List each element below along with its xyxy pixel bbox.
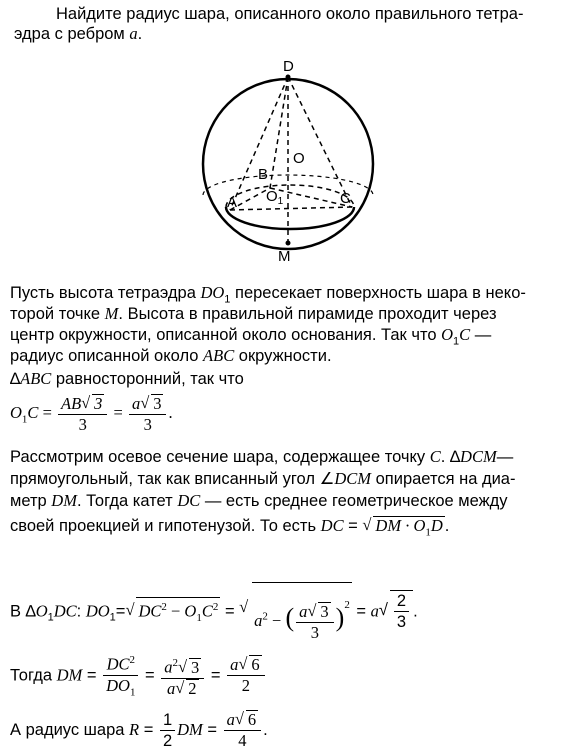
label-M: M <box>278 248 291 265</box>
label-C: C <box>340 190 351 207</box>
para2-line-1: Рассмотрим осевое сечение шара, содержащее точку C. ∆DCM— <box>10 447 514 466</box>
base-circle-front <box>226 207 354 229</box>
equation-o1c: $O_1C$ = $\frac{AB√ 3}{3}$ = $\frac{a√ 3}{3}$ . <box>10 392 173 440</box>
para1-line-5: ∆ABC равносторонний, так что <box>10 369 244 388</box>
para1-line-2: торой точке M. Высота в правильной пирамиде проходит через <box>10 304 497 323</box>
label-O: O <box>293 150 305 167</box>
fraction-a-sqrt3-over-3: $\frac{a√ 3}{3}$ <box>129 394 167 435</box>
edge-DB <box>270 77 288 188</box>
para2-line-2: прямоугольный, так как вписанный угол ∠DCM опирается на диа- <box>10 469 516 488</box>
fraction-one-half: $\frac{1}{2}$ <box>160 710 175 751</box>
equation-radius: А радиус шара R = $\frac{1}{2}$ DM = $\frac{a√ 6}{4}$ . <box>10 708 268 752</box>
para1-line-4: радиус описанной около ABC окружности. <box>10 346 332 365</box>
sqrt-dc2-minus-o1c2: √ $DC^2 - O_1C^2$ <box>125 585 220 637</box>
equation-dm: Тогда DM = $\frac{DC^2}{DO_1}$ = $\frac{a^2√ 3}{a√ 2}$ = $\frac{a√ 6}{2}$ <box>10 650 267 702</box>
para2-line-4: своей проекцией и гипотенузой. То есть DC = √ DM · $O_1D$ . <box>10 516 449 541</box>
para1-line-1: Пусть высота тетраэдра $DO_1$ пересекает поверхность шара в неко- <box>10 283 526 306</box>
sqrt-a2-minus-fraction: √ $a^2$ − ( $\frac{a√ 3}{3}$ )$^2$ <box>239 582 352 643</box>
task-line-2: эдра с ребром a. <box>14 24 143 43</box>
label-O1: $O_1$ <box>266 188 284 207</box>
para1-line-3: центр окружности, описанной около основания. Так что $O_1C$ — <box>10 325 492 348</box>
para2-line-3: метр DM. Тогда катет DC — есть среднее геометрическое между <box>10 491 508 510</box>
label-B: B <box>258 166 269 183</box>
fraction-dc2-over-do1: $\frac{DC^2}{DO_1}$ <box>103 650 138 702</box>
edge-AC <box>230 207 352 210</box>
point-M <box>286 241 291 246</box>
label-D: D <box>283 58 294 75</box>
fraction-asqrt6-over-2: $\frac{a√ 6}{2}$ <box>227 655 265 696</box>
fraction-a2sqrt3-over-asqrt2: $\frac{a^2√ 3}{a√ 2}$ <box>161 653 204 699</box>
task-line-1: Найдите радиус шара, описанного около правильного тетра- <box>56 5 524 23</box>
fraction-ab-sqrt3-over-3: $\frac{AB√ 3}{3}$ <box>58 394 107 435</box>
sphere-tetrahedron-figure <box>200 55 380 275</box>
label-A: A <box>227 194 238 211</box>
fraction-asqrt6-over-4: $\frac{a√ 6}{4}$ <box>224 710 262 751</box>
equation-do1: В $\Delta O_1DC$: $DO_1=√$ $DC^2 - O_1C^2$ = √ $a^2$ − ( $\frac{a√ 3}{3}$ )$^2$ = a √ $\frac{2}{3}$ . <box>10 582 418 644</box>
point-D <box>286 75 291 80</box>
